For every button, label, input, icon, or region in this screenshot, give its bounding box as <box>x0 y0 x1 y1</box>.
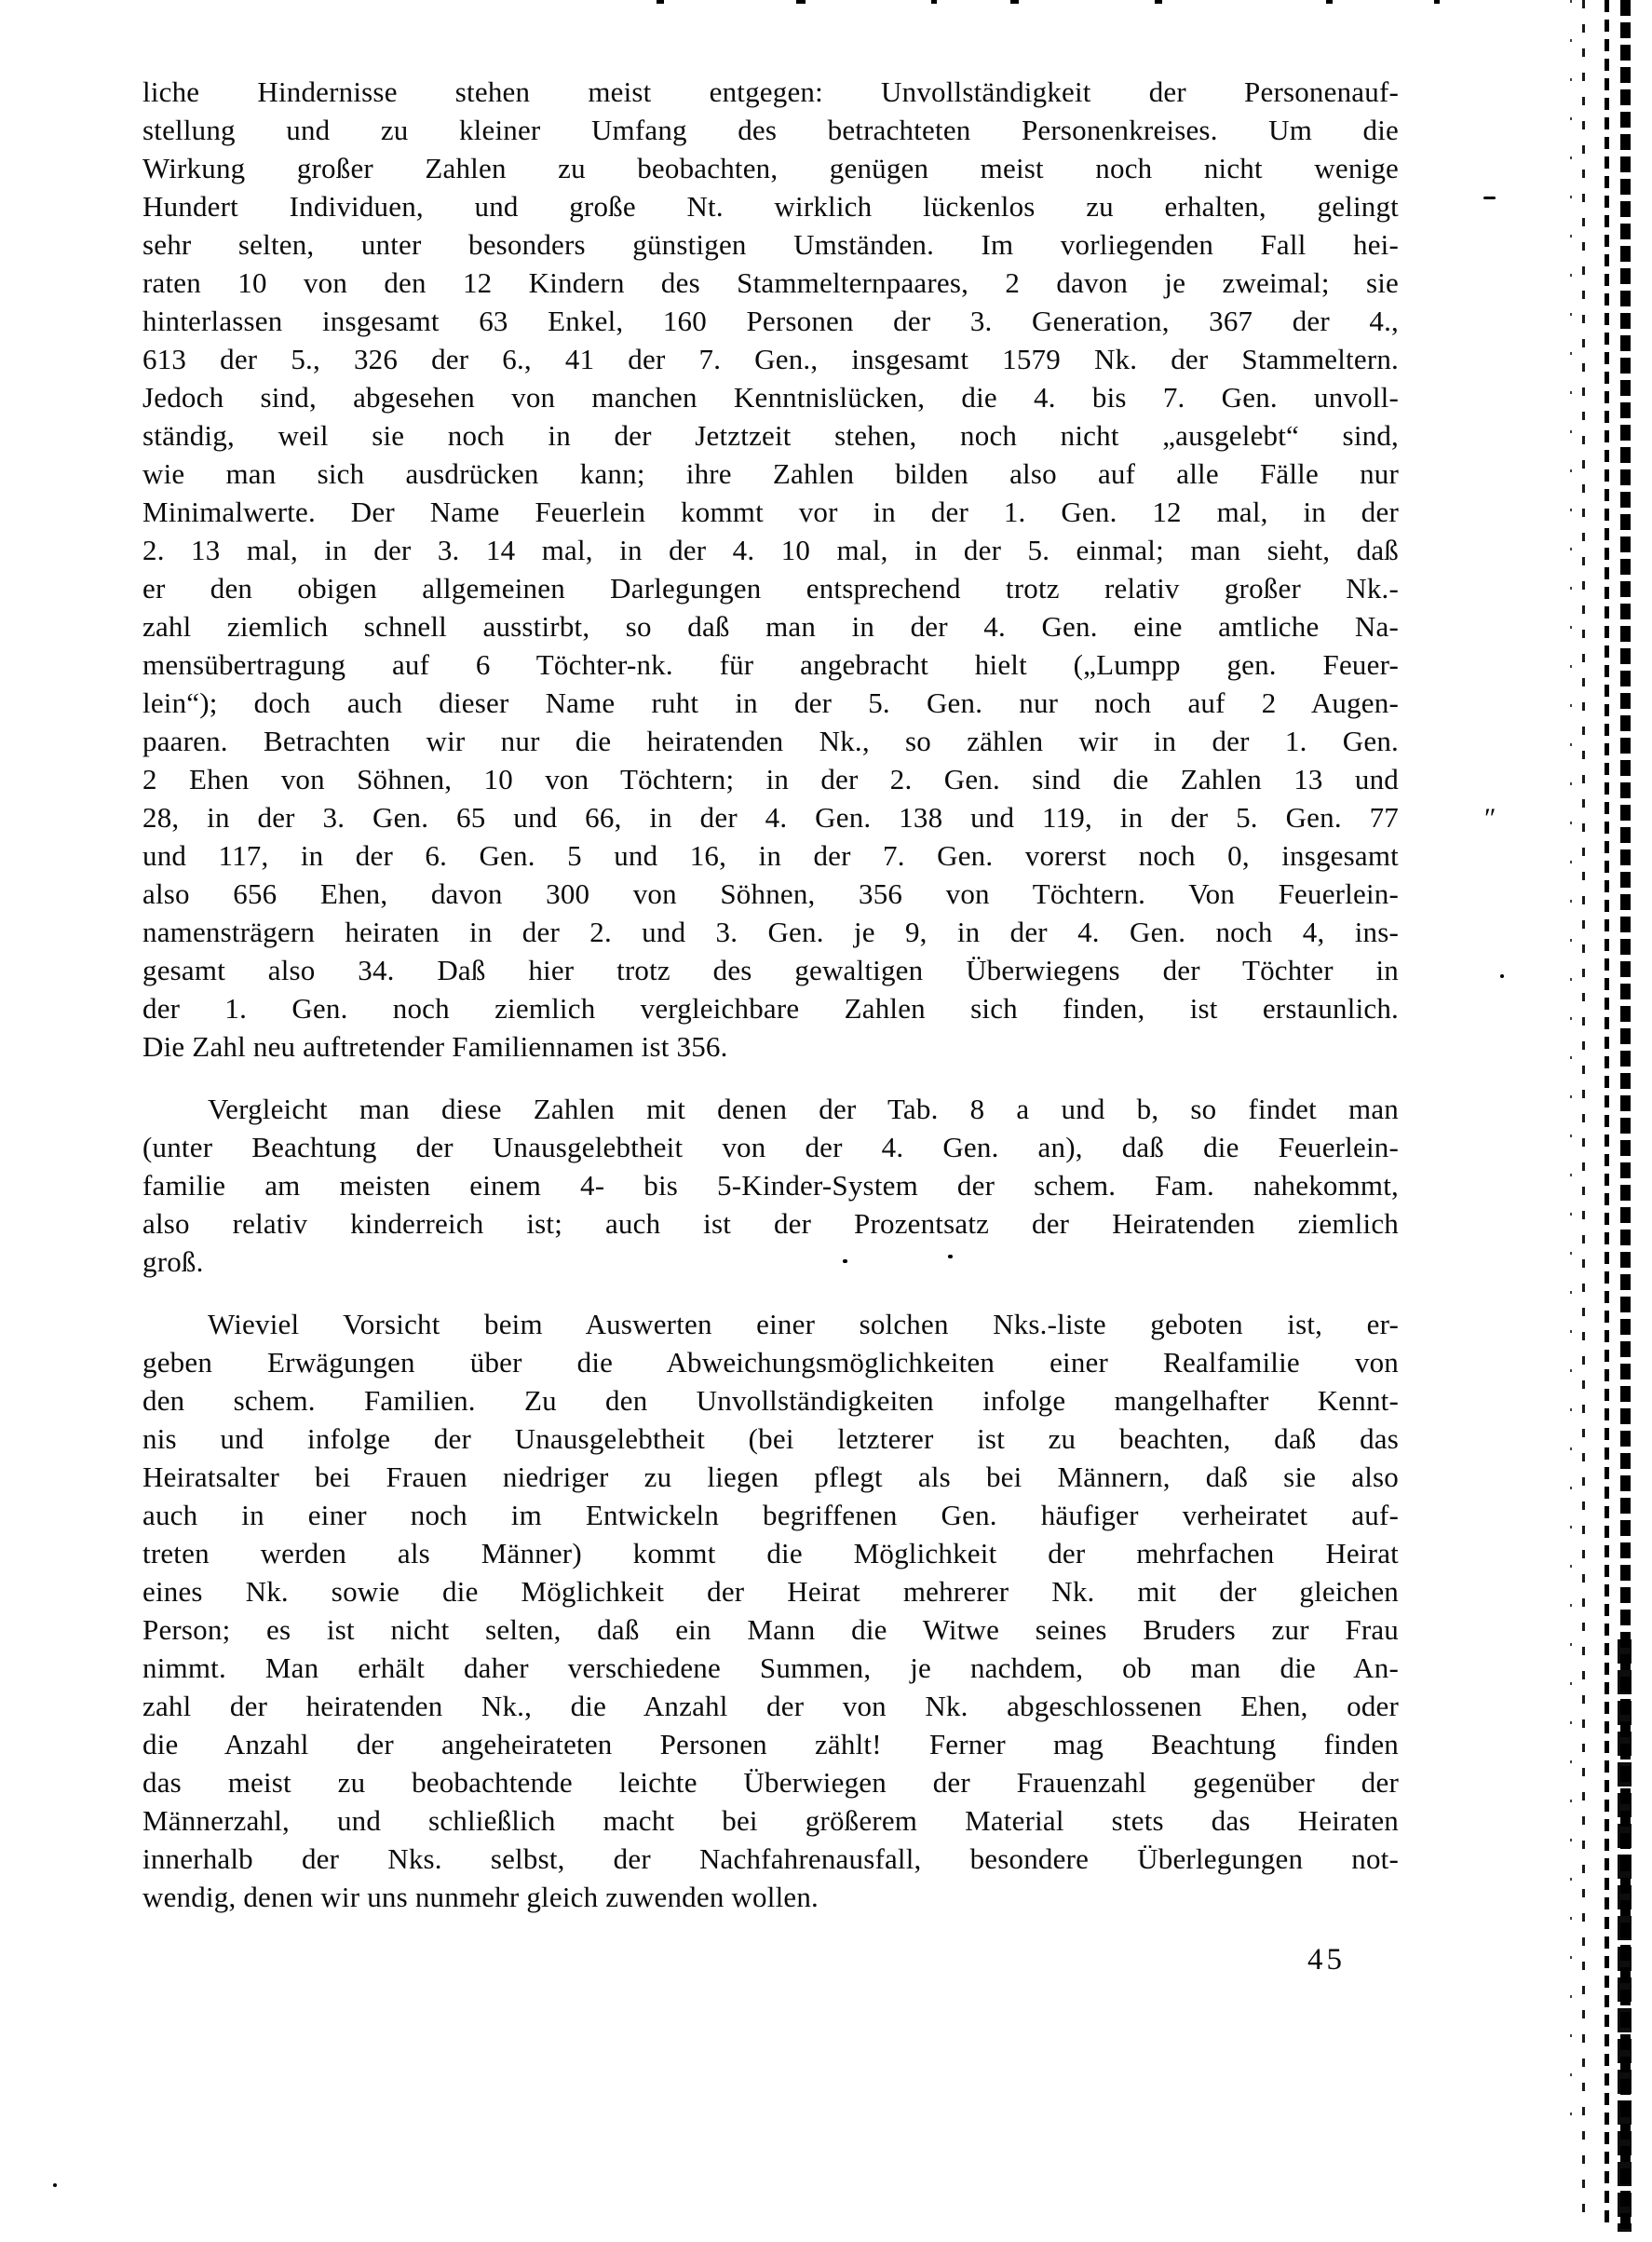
text-line: gesamt also 34. Daß hier trotz des gewaltigen Überwiegens der Töchter in <box>142 954 1399 986</box>
page-number: 45 <box>1307 1943 1346 1977</box>
text-line: 2 Ehen von Söhnen, 10 von Töchtern; in der 2. Gen. sind die Zahlen 13 und <box>142 763 1399 795</box>
text-line: der 1. Gen. noch ziemlich vergleichbare Zahlen sich finden, ist erstaunlich. <box>142 992 1399 1025</box>
scan-tick <box>657 0 664 4</box>
scan-speck <box>1483 197 1496 199</box>
text-line: ständig, weil sie noch in der Jetztzeit stehen, noch nicht „ausgelebt“ sind, <box>142 419 1399 452</box>
text-line: sehr selten, unter besonders günstigen Umständen. Im vorliegenden Fall hei- <box>142 228 1399 261</box>
text-line: wie man sich ausdrücken kann; ihre Zahlen bilden also auf alle Fälle nur <box>142 457 1399 490</box>
text-line: auch in einer noch im Entwickeln begriffenen Gen. häufiger verheiratet auf- <box>142 1499 1399 1531</box>
scan-speck <box>843 1259 847 1263</box>
text-line: 28, in der 3. Gen. 65 und 66, in der 4. Gen. 138 und 119, in der 5. Gen. 77 <box>142 801 1399 834</box>
text-line: Wieviel Vorsicht beim Auswerten einer solchen Nks.-liste geboten ist, er- <box>208 1308 1399 1340</box>
scan-tick <box>1010 0 1019 4</box>
text-line: Die Zahl neu auftretender Familiennamen ist 356. <box>142 1030 728 1063</box>
text-line: Jedoch sind, abgesehen von manchen Kenntnislücken, die 4. bis 7. Gen. unvoll- <box>142 381 1399 414</box>
text-line: Vergleicht man diese Zahlen mit denen der Tab. 8 a und b, so findet man <box>208 1093 1399 1125</box>
paragraph <box>142 1305 1399 1916</box>
text-line: namensträgern heiraten in der 2. und 3. Gen. je 9, in der 4. Gen. noch 4, ins- <box>142 916 1399 948</box>
scan-noise-column-1 <box>1570 0 1572 2142</box>
text-line: Hundert Individuen, und große Nt. wirklich lückenlos zu erhalten, gelingt <box>142 190 1399 223</box>
text-line: also relativ kinderreich ist; auch ist der Prozentsatz der Heiratenden ziemlich <box>142 1207 1399 1240</box>
text-line: er den obigen allgemeinen Darlegungen entsprechend trotz relativ großer Nk.- <box>142 572 1399 605</box>
scan-speck-quote: ″ <box>1484 803 1496 834</box>
text-line: Männerzahl, und schließlich macht bei größerem Material stets das Heiraten <box>142 1804 1399 1837</box>
text-line: und 117, in der 6. Gen. 5 und 16, in der 7. Gen. vorerst noch 0, insgesamt <box>142 839 1399 872</box>
scan-noise-column-2 <box>1582 0 1585 2217</box>
text-line: zahl ziemlich schnell ausstirbt, so daß man in der 4. Gen. eine amtliche Na- <box>142 610 1399 643</box>
scan-noise-column-3 <box>1605 0 1609 2228</box>
paragraph <box>142 73 1399 1066</box>
text-line: familie am meisten einem 4- bis 5-Kinder-System der schem. Fam. nahekommt, <box>142 1169 1399 1202</box>
text-line: 2. 13 mal, in der 3. 14 mal, in der 4. 10 mal, in der 5. einmal; man sieht, daß <box>142 534 1399 566</box>
scan-tick <box>931 0 937 4</box>
text-line: wendig, denen wir uns nunmehr gleich zuwenden wollen. <box>142 1881 819 1913</box>
text-line: innerhalb der Nks. selbst, der Nachfahrenausfall, besondere Überlegungen not- <box>142 1842 1399 1875</box>
scan-tick <box>796 0 806 4</box>
text-line: den schem. Familien. Zu den Unvollständigkeiten infolge mangelhafter Kennt- <box>142 1384 1399 1417</box>
text-line: paaren. Betrachten wir nur die heiratenden Nk., so zählen wir in der 1. Gen. <box>142 725 1399 757</box>
text-line: liche Hindernisse stehen meist entgegen: Unvollständigkeit der Personenauf- <box>142 75 1399 108</box>
text-line: das meist zu beobachtende leichte Überwiegen der Frauenzahl gegenüber der <box>142 1766 1399 1799</box>
text-line: zahl der heiratenden Nk., die Anzahl der von Nk. abgeschlossenen Ehen, oder <box>142 1690 1399 1722</box>
text-line: stellung und zu kleiner Umfang des betrachteten Personenkreises. Um die <box>142 114 1399 146</box>
scan-speck <box>948 1255 953 1258</box>
text-line: hinterlassen insgesamt 63 Enkel, 160 Personen der 3. Generation, 367 der 4., <box>142 305 1399 337</box>
text-line: nimmt. Man erhält daher verschiedene Summen, je nachdem, ob man die An- <box>142 1651 1399 1684</box>
text-line: lein“); doch auch dieser Name ruht in der 5. Gen. nur noch auf 2 Augen- <box>142 686 1399 719</box>
scan-speck <box>53 2183 57 2187</box>
text-block <box>142 73 1399 1916</box>
text-line: Minimalwerte. Der Name Feuerlein kommt vor in der 1. Gen. 12 mal, in der <box>142 496 1399 528</box>
text-line: Heiratsalter bei Frauen niedriger zu liegen pflegt als bei Männern, daß sie also <box>142 1461 1399 1493</box>
text-line: also 656 Ehen, davon 300 von Söhnen, 356 von Töchtern. Von Feuerlein- <box>142 877 1399 910</box>
text-line: mensübertragung auf 6 Töchter-nk. für angebracht hielt („Lumpp gen. Feuer- <box>142 648 1399 681</box>
scan-speck <box>1500 974 1504 978</box>
text-line: nis und infolge der Unausgelebtheit (bei letzterer ist zu beachten, daß das <box>142 1422 1399 1455</box>
text-line: 613 der 5., 326 der 6., 41 der 7. Gen., insgesamt 1579 Nk. der Stammeltern. <box>142 343 1399 375</box>
paragraph <box>142 1090 1399 1281</box>
scan-tick <box>1434 0 1440 4</box>
scan-tick <box>1155 0 1162 4</box>
text-line: Wirkung großer Zahlen zu beobachten, genügen meist noch nicht wenige <box>142 152 1399 184</box>
text-line: treten werden als Männer) kommt die Möglichkeit der mehrfachen Heirat <box>142 1537 1399 1569</box>
text-line: groß. <box>142 1245 204 1278</box>
text-line: raten 10 von den 12 Kindern des Stammelternpaares, 2 davon je zweimal; sie <box>142 266 1399 299</box>
text-line: die Anzahl der angeheirateten Personen zählt! Ferner mag Beachtung finden <box>142 1728 1399 1760</box>
scan-noise-column-heavy-bottom <box>1618 1639 1632 2232</box>
text-line: Person; es ist nicht selten, daß ein Mann die Witwe seines Bruders zur Frau <box>142 1613 1399 1646</box>
text-line: geben Erwägungen über die Abweichungsmöglichkeiten einer Realfamilie von <box>142 1346 1399 1379</box>
scan-tick <box>1326 0 1333 4</box>
text-line: (unter Beachtung der Unausgelebtheit von der 4. Gen. an), daß die Feuerlein- <box>142 1131 1399 1163</box>
text-line: eines Nk. sowie die Möglichkeit der Heirat mehrerer Nk. mit der gleichen <box>142 1575 1399 1608</box>
